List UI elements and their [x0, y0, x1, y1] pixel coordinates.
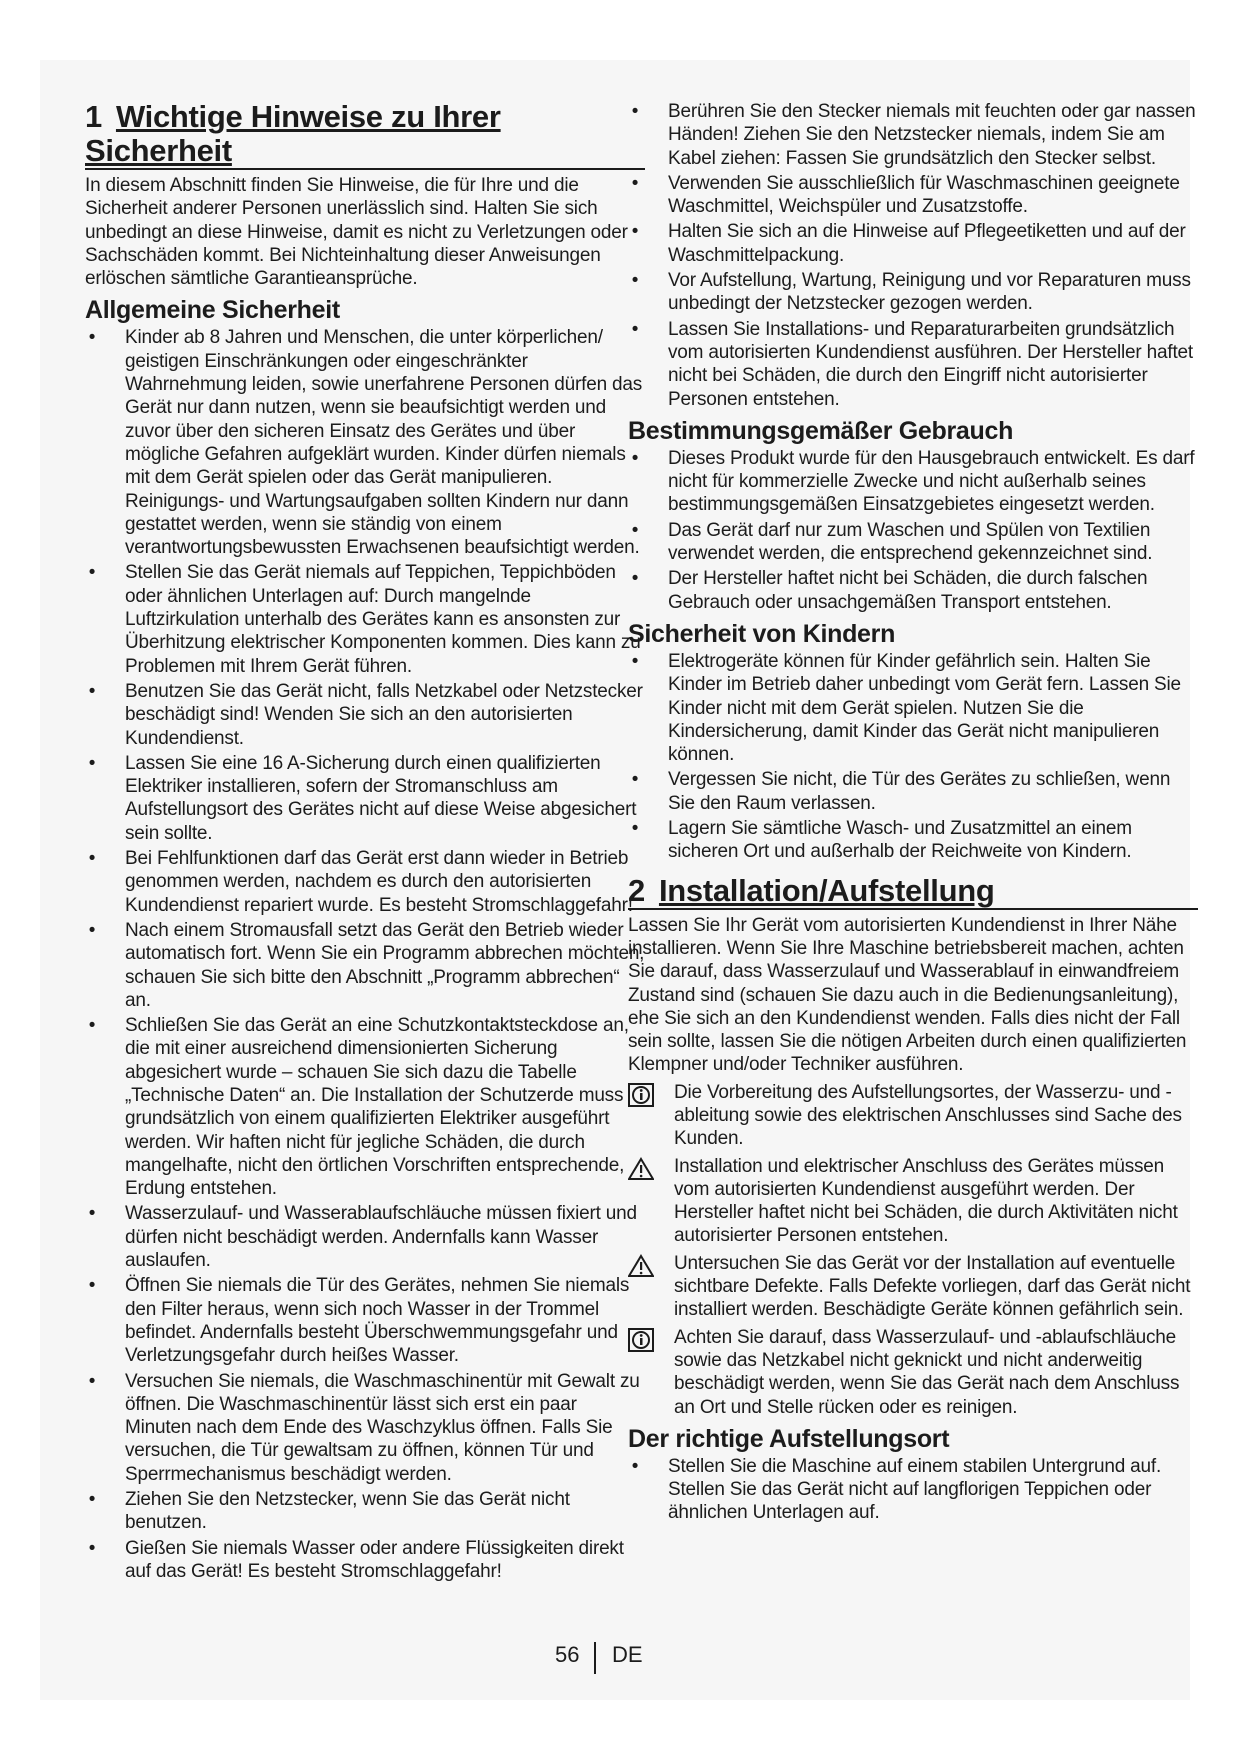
general-safety-list: [85, 326, 645, 1583]
list-item: • Verwenden Sie ausschließlich für Waschmaschinen geeignete Waschmittel, Weichspüler und Zusatzstoffe.: [631, 172, 1180, 218]
list-item: • Der Hersteller haftet nicht bei Schäden, die durch falschen Gebrauch oder unsachgemäßen Transport entstehen.: [631, 568, 1148, 613]
language-code: DE: [612, 1642, 643, 1667]
right-column: [628, 100, 1198, 1527]
list-item-text: Kinder ab 8 Jahren und Menschen, die unter körperlichen/ geistigen Einschränkungen oder eingeschränkter Wahrnehmung leiden, sowie unerfahrene Personen dürfen das Gerät nur dann nutzen, wenn sie beaufsichtigt werden und zuvor über den sicheren Einsatz des Gerätes und über mögliche Gefahren aufgeklärt wurden. Kinder dürfen niemals mit dem Gerät spielen oder das Gerät manipulieren. Reinigungs- und Wartungsaufgaben sollten Kindern nur dann gestattet werden, wenn sie ständig von einem verantwortungsbewussten Erwachsenen beaufsichtigt werden.: [125, 327, 643, 559]
list-item: • Bei Fehlfunktionen darf das Gerät erst dann wieder in Betrieb genommen werden, nachdem es durch den autorisierten Kundendienst repariert wurde. Es besteht Stromschlaggefahr!: [88, 848, 633, 916]
section-1-intro: In diesem Abschnitt finden Sie Hinweise, die für Ihre und die Sicherheit anderer Personen unerlässlich sind. Halten Sie sich unbedingt an diese Hinweise, damit es nicht zu Verletzungen oder Sachschäden kommt. Bei Nichteinhaltung dieser Anweisungen erlöschen sämtliche Garantieansprüche.: [85, 175, 628, 290]
list-item-text: Lassen Sie Installations- und Reparaturarbeiten grundsätzlich vom autorisierten Kundendienst ausführen. Der Hersteller haftet nicht bei Schäden, die durch den Eingriff nicht autorisierter Personen entstehen.: [668, 318, 1193, 410]
section-1-number: 1: [85, 99, 102, 134]
list-item: • Nach einem Stromausfall setzt das Gerät den Betrieb wieder automatisch fort. Wenn Sie ein Programm abbrechen möchten, schauen Sie sich bitte den Abschnitt „Programm abbrechen“ an.: [88, 919, 645, 1011]
list-item-text: Gießen Sie niemals Wasser oder andere Flüssigkeiten direkt auf das Gerät! Es besteht Stromschlaggefahr!: [125, 1537, 624, 1582]
note-text: Achten Sie darauf, dass Wasserzulauf- und -ablaufschläuche sowie das Netzkabel nicht geknickt und nicht anderweitig beschädigt werden, wenn Sie das Gerät nach dem Anschluss an Ort und Stelle rücken oder es reinigen.: [674, 1326, 1180, 1418]
list-item: • Lassen Sie eine 16 A-Sicherung durch einen qualifizierten Elektriker installieren, sofern der Stromanschluss am Aufstellungsort des Gerätes nicht auf diese Weise abgesichert sein sollte.: [88, 752, 637, 844]
list-item-text: Schließen Sie das Gerät an eine Schutzkontaktsteckdose an, die mit einer ausreichend dimensionierten Sicherung abgesichert wurde – schauen Sie sich dazu die Tabelle „Technische Daten“ an. Die Installation der Schutzerde muss grundsätzlich von einem qualifizierten Elektriker ausgeführt werden. Wir haften nicht für jegliche Schäden, die durch mangelhafte, nicht den örtlichen Vorschriften entsprechende, Erdung entstehen.: [125, 1015, 629, 1200]
warning-icon: [628, 1157, 654, 1181]
location-heading: Der richtige Aufstellungsort: [628, 1424, 950, 1453]
list-item-text: Versuchen Sie niemals, die Waschmaschinentür mit Gewalt zu öffnen. Die Waschmaschinentür lässt sich erst ein paar Minuten nach dem Ende des Waschzyklus öffnen. Falls Sie versuchen, die Tür gewaltsam zu öffnen, können Tür und Sperrmechanismus beschädigt werden.: [125, 1370, 640, 1485]
list-item: • Wasserzulauf- und Wasserablaufschläuche müssen fixiert und dürfen nicht beschädigt werden. Andernfalls kann Wasser auslaufen.: [88, 1203, 637, 1272]
list-item-text: Vor Aufstellung, Wartung, Reinigung und vor Reparaturen muss unbedingt der Netzstecker gezogen werden.: [668, 270, 1191, 315]
list-item-text: Benutzen Sie das Gerät nicht, falls Netzkabel oder Netzstecker beschädigt sind! Wenden Sie sich an den autorisierten Kundendienst.: [125, 680, 643, 749]
list-item-text: Vergessen Sie nicht, die Tür des Gerätes zu schließen, wenn Sie den Raum verlassen.: [668, 769, 1171, 814]
left-column: [85, 100, 645, 1585]
intended-use-heading: Bestimmungsgemäßer Gebrauch: [628, 416, 1014, 445]
list-item-text: Das Gerät darf nur zum Waschen und Spülen von Textilien verwendet werden, die entsprechend gekennzeichnet sind.: [668, 519, 1153, 565]
section-2-number: 2: [628, 872, 645, 908]
list-item-text: Ziehen Sie den Netzstecker, wenn Sie das Gerät nicht benutzen.: [125, 1489, 570, 1534]
list-item: • Das Gerät darf nur zum Waschen und Spülen von Textilien verwendet werden, die entsprechend gekennzeichnet sind.: [631, 519, 1153, 565]
list-item: • Lassen Sie Installations- und Reparaturarbeiten grundsätzlich vom autorisierten Kundendienst ausführen. Der Hersteller haftet nicht bei Schäden, die durch den Eingriff nicht autorisierter Personen entstehen.: [631, 318, 1193, 410]
warning-icon: [628, 1254, 654, 1278]
list-item: • Schließen Sie das Gerät an eine Schutzkontaktsteckdose an, die mit einer ausreichend dimensionierten Sicherung abgesichert wurde – schauen Sie sich dazu die Tabelle „Technische Daten“ an. Die Installation der Schutzerde muss grundsätzlich von einem qualifizierten Elektriker ausgeführt werden. Wir haften nicht für jegliche Schäden, die durch mangelhafte, nicht den örtlichen Vorschriften entsprechende, Erdung entstehen.: [88, 1015, 629, 1200]
general-safety-heading: Allgemeine Sicherheit: [85, 296, 340, 325]
list-item-text: Dieses Produkt wurde für den Hausgebrauch entwickelt. Es darf nicht für kommerzielle Zwecke und nicht außerhalb seines bestimmungsgemäßen Einsatzgebietes eingesetzt werden.: [668, 447, 1195, 516]
list-item-text: Öffnen Sie niemals die Tür des Gerätes, nehmen Sie niemals den Filter heraus, wenn sich noch Wasser in der Trommel befindet. Andernfalls besteht Überschwemmungsgefahr und Verletzungsgefahr durch heißes Wasser.: [125, 1275, 630, 1367]
list-item: • Stellen Sie die Maschine auf einem stabilen Untergrund auf. Stellen Sie das Gerät nicht auf langflorigen Teppichen oder ähnlichen Unterlagen auf.: [631, 1455, 1162, 1524]
list-item: • Berühren Sie den Stecker niemals mit feuchten oder gar nassen Händen! Ziehen Sie den Netzstecker niemals, indem Sie am Kabel ziehen: Fassen Sie grundsätzlich den Stecker selbst.: [631, 101, 1196, 169]
list-item-text: Halten Sie sich an die Hinweise auf Pflegeetiketten und auf der Waschmittelpackung.: [668, 221, 1186, 266]
page-number: 56: [555, 1642, 580, 1667]
note-text: Untersuchen Sie das Gerät vor der Installation auf eventuelle sichtbare Defekte. Falls Defekte vorliegen, darf das Gerät nicht installiert werden. Beschädigte Geräte können gefährlich sein.: [674, 1252, 1191, 1321]
list-item-text: Verwenden Sie ausschließlich für Waschmaschinen geeignete Waschmittel, Weichspüler und Zusatzstoffe.: [668, 172, 1180, 218]
list-item-text: Der Hersteller haftet nicht bei Schäden, die durch falschen Gebrauch oder unsachgemäßen Transport entstehen.: [668, 568, 1148, 613]
page-footer: [0, 1642, 1241, 1672]
list-item-text: Bei Fehlfunktionen darf das Gerät erst dann wieder in Betrieb genommen werden, nachdem es durch den autorisierten Kundendienst repariert wurde. Es besteht Stromschlaggefahr!: [125, 848, 633, 916]
note-info: [628, 1081, 1198, 1151]
section-2-intro: Lassen Sie Ihr Gerät vom autorisierten Kundendienst in Ihrer Nähe installieren. Wenn Sie Ihre Maschine betriebsbereit machen, achten Sie darauf, dass Wasserzulauf und Wasserablauf in einwandfreiem Zustand sind (schauen Sie dazu auch in die Bedienungsanleitung), ehe Sie sich an den Kundendienst wenden. Falls dies nicht der Fall sein sollte, lassen Sie die nötigen Arbeiten durch einen qualifizierten Klempner und/oder Techniker ausführen.: [628, 914, 1187, 1076]
list-item: • Halten Sie sich an die Hinweise auf Pflegeetiketten und auf der Waschmittelpackung.: [631, 221, 1186, 266]
list-item: • Vor Aufstellung, Wartung, Reinigung und vor Reparaturen muss unbedingt der Netzstecker gezogen werden.: [631, 270, 1191, 315]
list-item: • Stellen Sie das Gerät niemals auf Teppichen, Teppichböden oder ähnlichen Unterlagen auf: Durch mangelnde Luftzirkulation unterhalb des Gerätes kann es ansonsten zur Überhitzung elektrischer Komponenten kommen. Dies kann zu Problemen mit Ihrem Gerät führen.: [88, 562, 641, 677]
note-warning: [628, 1252, 1198, 1322]
list-item-text: Wasserzulauf- und Wasserablaufschläuche müssen fixiert und dürfen nicht beschädigt werden. Andernfalls kann Wasser auslaufen.: [125, 1203, 637, 1272]
child-safety-list: [628, 650, 1198, 864]
section-2-title: Installation/Aufstellung: [658, 872, 995, 908]
list-item: • Lagern Sie sämtliche Wasch- und Zusatzmittel an einem sicheren Ort und außerhalb der Reichweite von Kindern.: [631, 818, 1132, 863]
note-text: Die Vorbereitung des Aufstellungsortes, der Wasserzu- und -ableitung sowie des elektrischen Anschlusses sind Sache des Kunden.: [674, 1081, 1182, 1150]
note-warning: [628, 1155, 1198, 1248]
list-item: • Gießen Sie niemals Wasser oder andere Flüssigkeiten direkt auf das Gerät! Es besteht Stromschlaggefahr!: [88, 1537, 624, 1582]
list-item-text: Lagern Sie sämtliche Wasch- und Zusatzmittel an einem sicheren Ort und außerhalb der Reichweite von Kindern.: [668, 818, 1132, 863]
list-item: • Öffnen Sie niemals die Tür des Gerätes, nehmen Sie niemals den Filter heraus, wenn sich noch Wasser in der Trommel befindet. Andernfalls besteht Überschwemmungsgefahr und Verletzungsgefahr durch heißes Wasser.: [88, 1275, 630, 1367]
list-item: • Ziehen Sie den Netzstecker, wenn Sie das Gerät nicht benutzen.: [88, 1489, 570, 1534]
info-icon: [628, 1328, 654, 1352]
note-info: [628, 1326, 1198, 1419]
list-item-text: Stellen Sie die Maschine auf einem stabilen Untergrund auf. Stellen Sie das Gerät nicht auf langflorigen Teppichen oder ähnlichen Unterlagen auf.: [668, 1455, 1162, 1524]
list-item: • Dieses Produkt wurde für den Hausgebrauch entwickelt. Es darf nicht für kommerzielle Zwecke und nicht außerhalb seines bestimmungsgemäßen Einsatzgebietes eingesetzt werden.: [631, 447, 1195, 516]
list-item-text: Elektrogeräte können für Kinder gefährlich sein. Halten Sie Kinder im Betrieb daher unbedingt vom Gerät fern. Lassen Sie Kinder nicht mit dem Gerät spielen. Nutzen Sie die Kindersicherung, damit Kinder das Gerät nicht manipulieren können.: [668, 650, 1181, 766]
info-icon: [628, 1083, 654, 1107]
list-item: • Versuchen Sie niemals, die Waschmaschinentür mit Gewalt zu öffnen. Die Waschmaschinentür lässt sich erst ein paar Minuten nach dem Ende des Waschzyklus öffnen. Falls Sie versuchen, die Tür gewaltsam zu öffnen, können Tür und Sperrmechanismus beschädigt werden.: [88, 1370, 640, 1485]
intended-use-list: [628, 447, 1198, 614]
section-1-title: Wichtige Hinweise zu Ihrer Sicherheit: [85, 99, 501, 168]
list-item: • Benutzen Sie das Gerät nicht, falls Netzkabel oder Netzstecker beschädigt sind! Wenden Sie sich an den autorisierten Kundendienst.: [88, 680, 643, 749]
list-item-text: Stellen Sie das Gerät niemals auf Teppichen, Teppichböden oder ähnlichen Unterlagen auf: Durch mangelnde Luftzirkulation unterhalb des Gerätes kann es ansonsten zur Überhitzung elektrischer Komponenten kommen. Dies kann zu Problemen mit Ihrem Gerät führen.: [125, 562, 641, 677]
location-list: [628, 1455, 1198, 1525]
list-item-text: Lassen Sie eine 16 A-Sicherung durch einen qualifizierten Elektriker installieren, sofern der Stromanschluss am Aufstellungsort des Gerätes nicht auf diese Weise abgesichert sein sollte.: [125, 752, 637, 844]
list-item: • Vergessen Sie nicht, die Tür des Gerätes zu schließen, wenn Sie den Raum verlassen.: [631, 769, 1171, 814]
list-item-text: Nach einem Stromausfall setzt das Gerät den Betrieb wieder automatisch fort. Wenn Sie ein Programm abbrechen möchten, schauen Sie sich bitte den Abschnitt „Programm abbrechen“ an.: [125, 919, 645, 1011]
note-text: Installation und elektrischer Anschluss des Gerätes müssen vom autorisierten Kundendienst ausgeführt werden. Der Hersteller haftet nicht bei Schäden, die durch Aktivitäten nicht autorisierter Personen entstehen.: [674, 1155, 1178, 1247]
child-safety-heading: Sicherheit von Kindern: [628, 619, 896, 648]
list-item-text: Berühren Sie den Stecker niemals mit feuchten oder gar nassen Händen! Ziehen Sie den Netzstecker niemals, indem Sie am Kabel ziehen: Fassen Sie grundsätzlich den Stecker selbst.: [668, 101, 1196, 169]
list-item: • Elektrogeräte können für Kinder gefährlich sein. Halten Sie Kinder im Betrieb daher unbedingt vom Gerät fern. Lassen Sie Kinder nicht mit dem Gerät spielen. Nutzen Sie die Kindersicherung, damit Kinder das Gerät nicht manipulieren können.: [631, 650, 1181, 766]
section-1-heading: [85, 100, 645, 170]
list-item: • Kinder ab 8 Jahren und Menschen, die unter körperlichen/ geistigen Einschränkungen oder eingeschränkter Wahrnehmung leiden, sowie unerfahrene Personen dürfen das Gerät nur dann nutzen, wenn sie beaufsichtigt werden und zuvor über den sicheren Einsatz des Gerätes und über mögliche Gefahren aufgeklärt wurden. Kinder dürfen niemals mit dem Gerät spielen oder das Gerät manipulieren. Reinigungs- und Wartungsaufgaben sollten Kindern nur dann gestattet werden, wenn sie ständig von einem verantwortungsbewussten Erwachsenen beaufsichtigt werden.: [88, 327, 643, 559]
footer-divider: [594, 1642, 596, 1674]
section-2-heading: [628, 874, 1198, 910]
general-safety-list-continued: [628, 100, 1198, 411]
